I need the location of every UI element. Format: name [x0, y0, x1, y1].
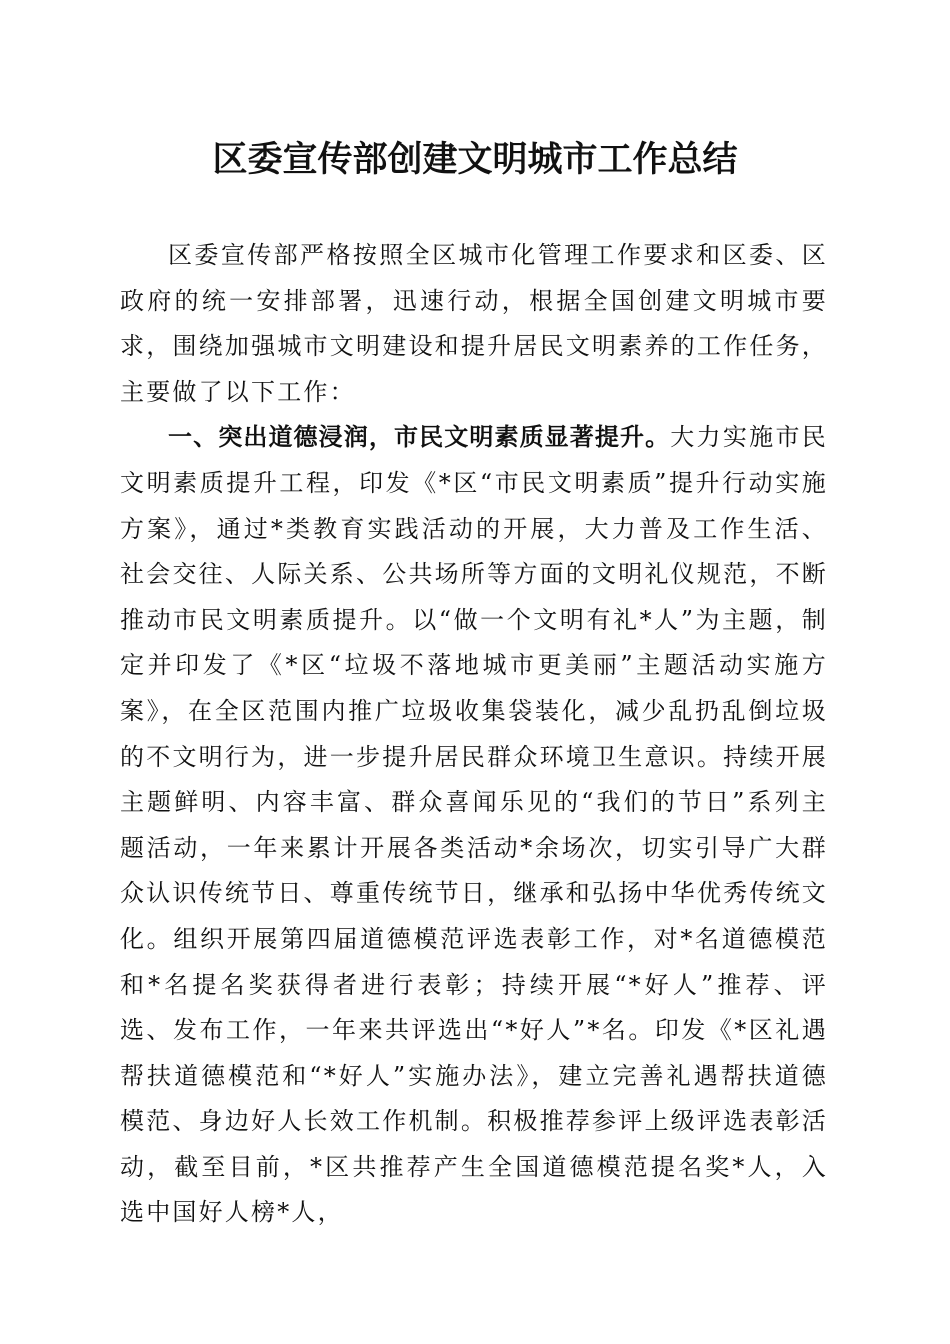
section-1-text: 大力实施市民文明素质提升工程，印发《*区“市民文明素质”提升行动实施方案》，通过*类教育实践活动的开展，大力普及工作生活、社会交往、人际关系、公共场所等方面的文明礼仪规范，不断推动市民文明素质提升。以“做一个文明有礼*人”为主题，制定并印发了《*区“垃圾不落地城市更美丽”主题活动实施方案》，在全区范围内推广垃圾收集袋装化，减少乱扔乱倒垃圾的不文明行为，进一步提升居民群众环境卫生意识。持续开展主题鲜明、内容丰富、群众喜闻乐见的“我们的节日”系列主题活动，一年来累计开展各类活动*余场次，切实引导广大群众认识传统节日、尊重传统节日，继承和弘扬中华优秀传统文化。组织开展第四届道德模范评选表彰工作，对*名道德模范和*名提名奖获得者进行表彰；持续开展“*好人”推荐、评选、发布工作，一年来共评选出“*好人”*名。印发《*区礼遇帮扶道德模范和“*好人”实施办法》，建立完善礼遇帮扶道德模范、身边好人长效工作机制。积极推荐参评上级评选表彰活动，截至目前，*区共推荐产生全国道德模范提名奖*人，入选中国好人榜*人， [120, 423, 829, 1227]
document-title: 区委宣传部创建文明城市工作总结 [212, 139, 738, 180]
intro-paragraph: 区委宣传部严格按照全区城市化管理工作要求和区委、区政府的统一安排部署，迅速行动，根据全国创建文明城市要求，围绕加强城市文明建设和提升居民文明素养的工作任务，主要做了以下工作： [120, 241, 828, 406]
section-1-paragraph [120, 415, 828, 1236]
section-1-heading: 一、突出道德浸润，市民文明素质显著提升。 [168, 423, 671, 452]
document-body [120, 233, 828, 1236]
